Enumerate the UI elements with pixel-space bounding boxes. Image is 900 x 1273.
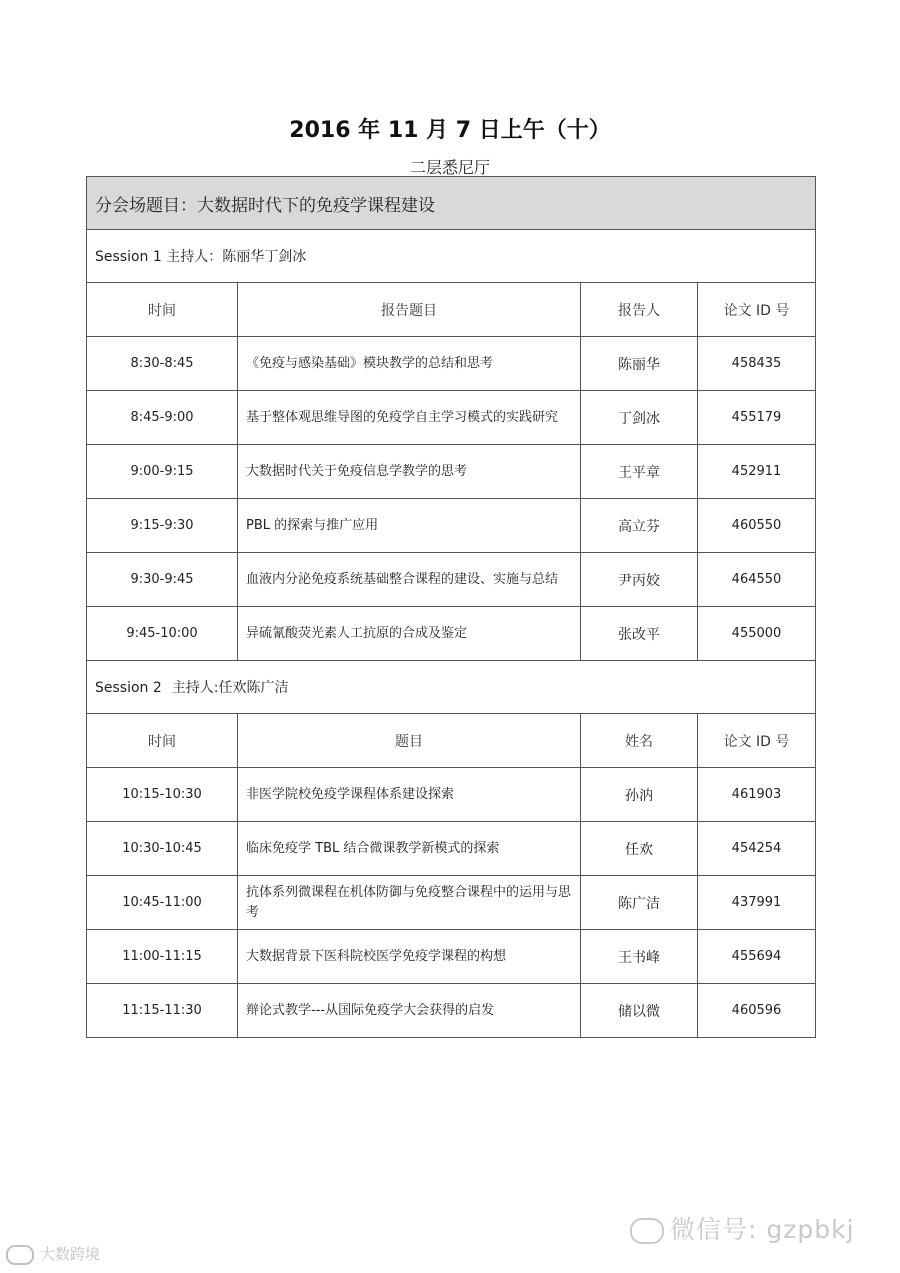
- cell-paper-id: 461903: [698, 768, 816, 822]
- session-2-label: Session 2: [95, 680, 162, 696]
- schedule-table: [86, 176, 816, 1038]
- column-header-row: [87, 714, 816, 768]
- column-header-title: 报告题目: [238, 283, 581, 337]
- table-row: [87, 337, 816, 391]
- table-row: [87, 553, 816, 607]
- column-header-paper-id: 论文 ID 号: [698, 283, 816, 337]
- cell-speaker: 陈广洁: [581, 876, 698, 930]
- cell-speaker: 尹丙姣: [581, 553, 698, 607]
- cell-speaker: 王平章: [581, 445, 698, 499]
- venue-label: 二层悉尼厅: [409, 158, 490, 177]
- cell-title: 《免疫与感染基础》模块教学的总结和思考: [238, 337, 581, 391]
- watermark-logo-icon: [6, 1245, 34, 1265]
- cell-title: 大数据时代关于免疫信息学教学的思考: [238, 445, 581, 499]
- table-row: [87, 445, 816, 499]
- cell-paper-id: 455694: [698, 930, 816, 984]
- cell-paper-id: 458435: [698, 337, 816, 391]
- cell-speaker: 储以微: [581, 984, 698, 1038]
- cell-paper-id: 452911: [698, 445, 816, 499]
- cell-speaker: 张改平: [581, 607, 698, 661]
- cell-title: 血液内分泌免疫系统基础整合课程的建设、实施与总结: [238, 553, 581, 607]
- cell-time: 11:15-11:30: [87, 984, 238, 1038]
- cell-title: PBL 的探索与推广应用: [238, 499, 581, 553]
- table-row: [87, 984, 816, 1038]
- session-1-label: Session 1 主持人：陈丽华丁剑冰: [87, 230, 816, 283]
- cell-title: 大数据背景下医科院校医学免疫学课程的构想: [238, 930, 581, 984]
- cell-speaker: 任欢: [581, 822, 698, 876]
- cell-speaker: 高立芬: [581, 499, 698, 553]
- corner-watermark-text: 大数跨境: [40, 1245, 101, 1263]
- cell-paper-id: 460550: [698, 499, 816, 553]
- cell-title: 异硫氰酸荧光素人工抗原的合成及鉴定: [238, 607, 581, 661]
- table-row: [87, 822, 816, 876]
- cell-title: 基于整体观思维导图的免疫学自主学习模式的实践研究: [238, 391, 581, 445]
- table-row: [87, 876, 816, 930]
- table-row: [87, 391, 816, 445]
- column-header-speaker: 报告人: [581, 283, 698, 337]
- table-row: [87, 607, 816, 661]
- cell-time: 9:30-9:45: [87, 553, 238, 607]
- cell-title: 辩论式教学---从国际免疫学大会获得的启发: [238, 984, 581, 1038]
- wechat-watermark: [630, 1210, 855, 1246]
- session-header-row: [87, 230, 816, 283]
- table-row: [87, 930, 816, 984]
- cell-speaker: 孙汭: [581, 768, 698, 822]
- column-header-title: 题目: [238, 714, 581, 768]
- cell-time: 8:30-8:45: [87, 337, 238, 391]
- cell-time: 10:30-10:45: [87, 822, 238, 876]
- table-row: [87, 499, 816, 553]
- column-header-name: 姓名: [581, 714, 698, 768]
- cell-paper-id: 454254: [698, 822, 816, 876]
- wechat-icon: [630, 1218, 664, 1244]
- cell-paper-id: 464550: [698, 553, 816, 607]
- wechat-watermark-text: 微信号: gzpbkj: [670, 1215, 855, 1244]
- table-row: [87, 768, 816, 822]
- cell-time: 10:45-11:00: [87, 876, 238, 930]
- column-header-time: 时间: [87, 283, 238, 337]
- cell-time: 9:15-9:30: [87, 499, 238, 553]
- cell-title: 抗体系列微课程在机体防御与免疫整合课程中的运用与思考: [238, 876, 581, 930]
- cell-paper-id: 460596: [698, 984, 816, 1038]
- session-header-row: [87, 661, 816, 714]
- session-topic: 分会场题目：大数据时代下的免疫学课程建设: [87, 177, 816, 230]
- session-2-label-cell: [87, 661, 816, 714]
- session-2-host: 主持人:任欢陈广洁: [171, 680, 289, 696]
- corner-watermark: [6, 1243, 100, 1265]
- page-title: 2016 年 11 月 7 日上午（十）: [289, 118, 611, 143]
- cell-time: 10:15-10:30: [87, 768, 238, 822]
- cell-paper-id: 455179: [698, 391, 816, 445]
- cell-speaker: 王书峰: [581, 930, 698, 984]
- column-header-paper-id: 论文 ID 号: [698, 714, 816, 768]
- cell-time: 9:45-10:00: [87, 607, 238, 661]
- column-header-row: [87, 283, 816, 337]
- topic-row: [87, 177, 816, 230]
- cell-title: 非医学院校免疫学课程体系建设探索: [238, 768, 581, 822]
- cell-paper-id: 455000: [698, 607, 816, 661]
- cell-time: 11:00-11:15: [87, 930, 238, 984]
- cell-time: 8:45-9:00: [87, 391, 238, 445]
- cell-title: 临床免疫学 TBL 结合微课教学新模式的探索: [238, 822, 581, 876]
- cell-time: 9:00-9:15: [87, 445, 238, 499]
- cell-paper-id: 437991: [698, 876, 816, 930]
- cell-speaker: 丁剑冰: [581, 391, 698, 445]
- column-header-time: 时间: [87, 714, 238, 768]
- cell-speaker: 陈丽华: [581, 337, 698, 391]
